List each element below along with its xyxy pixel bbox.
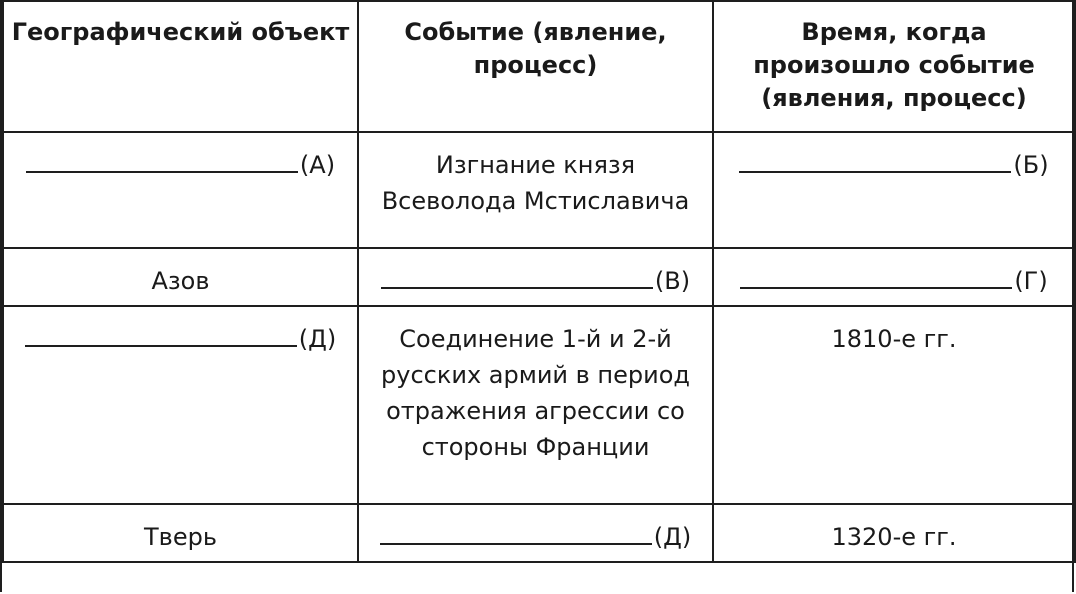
event-cell (358, 504, 713, 562)
blank-marker: (В) (654, 267, 691, 295)
table-row (3, 504, 1075, 562)
object-cell: Азов (3, 248, 358, 306)
blank-line (26, 171, 298, 173)
fill-in-blank (381, 263, 690, 299)
time-cell (713, 132, 1075, 248)
fill-in-blank (739, 147, 1048, 183)
fill-in-blank (25, 321, 336, 357)
blank-line (740, 287, 1012, 289)
blank-marker: (А) (299, 151, 336, 179)
blank-marker: (Д) (298, 325, 337, 353)
blank-marker: (Д) (653, 523, 692, 551)
blank-marker: (Г) (1014, 267, 1048, 295)
table-row (3, 248, 1075, 306)
header-row (3, 1, 1075, 132)
event-cell (358, 248, 713, 306)
event-cell: Изгнание князя Всеволода Мстиславича (358, 132, 713, 248)
time-cell (713, 248, 1075, 306)
blank-line (380, 543, 652, 545)
object-cell (3, 306, 358, 504)
fill-in-blank (740, 263, 1047, 299)
blank-marker: (Б) (1013, 151, 1049, 179)
fill-in-blank (26, 147, 335, 183)
history-table (2, 0, 1076, 563)
header-time: Время, когда произошло событие (явления, процесс) (713, 1, 1075, 132)
table-row (3, 132, 1075, 248)
table-row (3, 306, 1075, 504)
blank-line (381, 287, 653, 289)
blank-line (25, 345, 297, 347)
time-cell: 1810-е гг. (713, 306, 1075, 504)
object-cell: Тверь (3, 504, 358, 562)
fill-in-blank (380, 519, 691, 555)
header-geographic-object: Географический объект (3, 1, 358, 132)
blank-line (739, 171, 1011, 173)
event-cell: Соединение 1-й и 2-й русских армий в период отражения агрессии со стороны Франции (358, 306, 713, 504)
header-event: Событие (явление, процесс) (358, 1, 713, 132)
time-cell: 1320-е гг. (713, 504, 1075, 562)
object-cell (3, 132, 358, 248)
